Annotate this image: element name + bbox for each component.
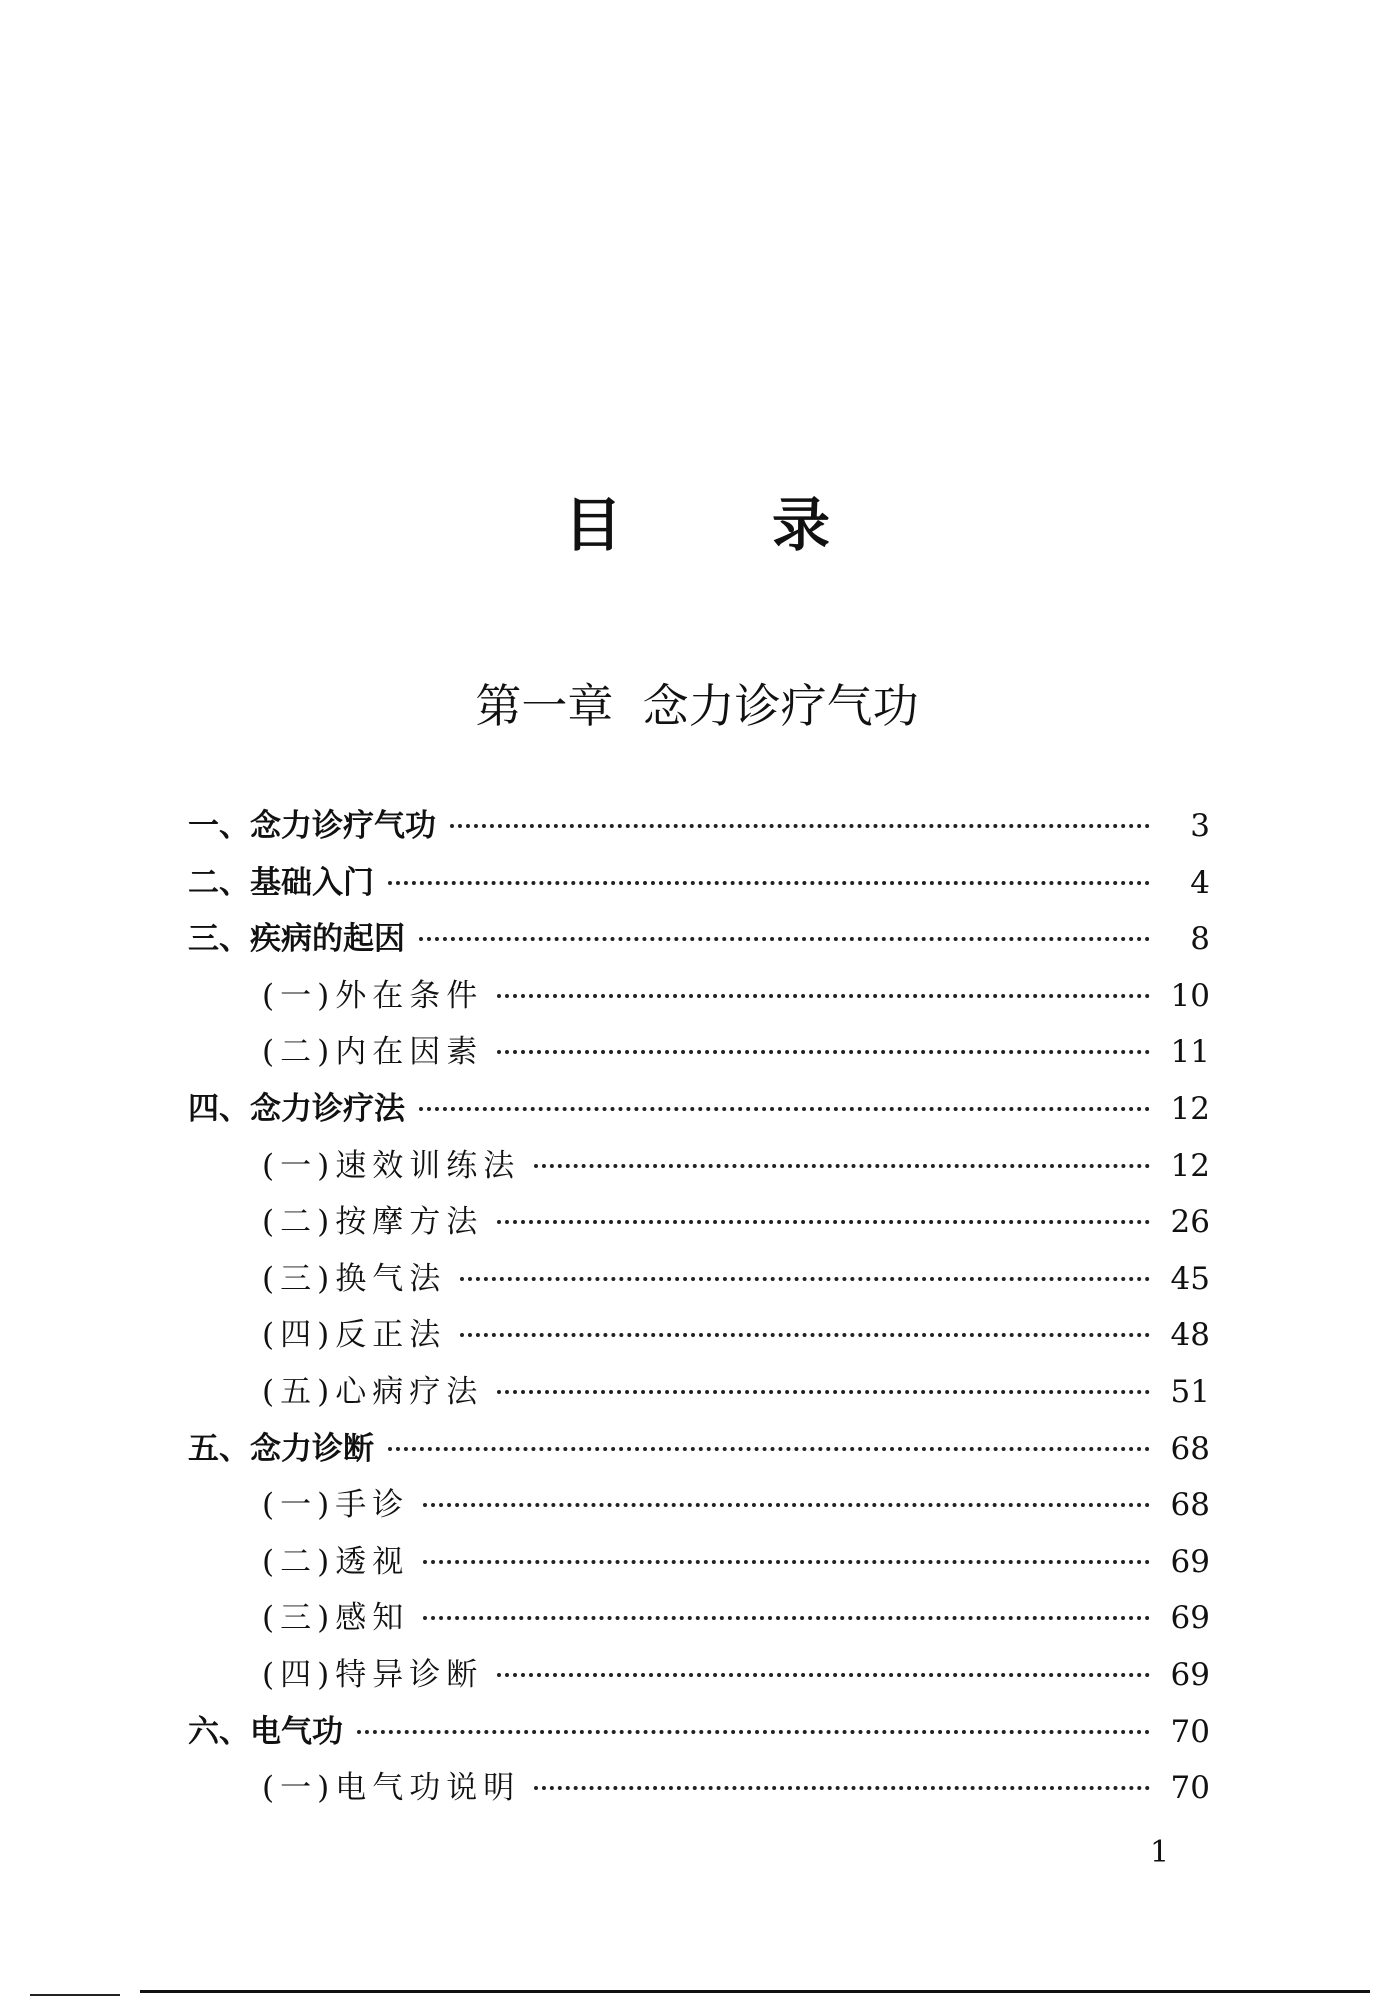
dot-leader — [460, 1277, 1150, 1281]
dot-leader — [534, 1164, 1150, 1168]
toc-entry-page: 69 — [1170, 1600, 1210, 1637]
toc-entry-page: 68 — [1170, 1487, 1210, 1524]
toc-entry — [188, 913, 1210, 970]
dot-leader — [497, 994, 1150, 998]
toc-entry — [188, 1309, 1210, 1366]
toc-entry-label: (二)内在因素 — [262, 1034, 484, 1071]
dot-leader — [423, 1560, 1150, 1564]
toc-entry-page: 12 — [1170, 1147, 1210, 1184]
toc-entry — [188, 1026, 1210, 1083]
toc-entry — [188, 1592, 1210, 1649]
toc-entry-page: 12 — [1170, 1090, 1210, 1127]
toc-entry — [188, 1479, 1210, 1536]
dot-leader — [423, 1503, 1150, 1507]
toc-entry-page: 70 — [1170, 1770, 1210, 1807]
dot-leader — [497, 1390, 1150, 1394]
toc-entry-label: (三)感知 — [262, 1600, 410, 1637]
toc-entry-page: 69 — [1170, 1656, 1210, 1693]
toc-entry-label: (四)反正法 — [262, 1317, 447, 1354]
toc-entry — [188, 1083, 1210, 1140]
table-of-contents — [188, 800, 1210, 1819]
toc-entry-page: 48 — [1170, 1317, 1210, 1354]
dot-leader — [534, 1786, 1150, 1790]
toc-entry-label: 三、疾病的起因 — [188, 921, 405, 958]
toc-entry — [188, 1140, 1210, 1197]
toc-entry-label: 一、念力诊疗气功 — [188, 808, 436, 844]
toc-entry-label: 五、念力诊断 — [188, 1430, 374, 1467]
chapter-heading: 第一章 念力诊疗气功 — [475, 679, 919, 733]
toc-entry-label: (二)按摩方法 — [262, 1204, 484, 1241]
toc-entry-label: (一)外在条件 — [262, 977, 484, 1014]
toc-entry-label: (一)速效训练法 — [262, 1147, 521, 1184]
toc-entry-label: (一)电气功说明 — [262, 1770, 521, 1807]
toc-entry-label: (三)换气法 — [262, 1260, 447, 1297]
toc-entry-label: 六、电气功 — [188, 1713, 343, 1750]
dot-leader — [460, 1333, 1150, 1337]
dot-leader — [419, 1107, 1150, 1111]
toc-entry — [188, 1649, 1210, 1706]
toc-entry-label: (一)手诊 — [262, 1487, 410, 1524]
toc-entry — [188, 1536, 1210, 1593]
toc-entry-page: 8 — [1190, 921, 1210, 958]
toc-entry-page: 26 — [1170, 1204, 1210, 1241]
toc-entry — [188, 1706, 1210, 1763]
dot-leader — [388, 881, 1150, 885]
bottom-rule-fragment — [30, 1994, 120, 1996]
toc-entry-page: 3 — [1190, 808, 1210, 844]
toc-entry-page: 11 — [1170, 1034, 1210, 1071]
toc-entry-label: (二)透视 — [262, 1543, 410, 1580]
dot-leader — [497, 1220, 1150, 1224]
dot-leader — [497, 1050, 1150, 1054]
toc-entry-label: (五)心病疗法 — [262, 1373, 484, 1410]
page-title: 目录 — [563, 491, 980, 559]
dot-leader — [419, 937, 1150, 941]
toc-entry — [188, 800, 1210, 857]
toc-entry — [188, 857, 1210, 914]
toc-entry-label: 四、念力诊疗法 — [188, 1090, 405, 1127]
toc-entry — [188, 1196, 1210, 1253]
toc-entry-page: 70 — [1170, 1713, 1210, 1750]
page-number: 1 — [1150, 1835, 1170, 1870]
toc-entry — [188, 970, 1210, 1027]
dot-leader — [357, 1730, 1150, 1734]
toc-entry-page: 68 — [1170, 1430, 1210, 1467]
dot-leader — [450, 824, 1150, 828]
toc-entry-label: (四)特异诊断 — [262, 1656, 484, 1693]
toc-entry-label: 二、基础入门 — [188, 864, 374, 901]
toc-entry-page: 4 — [1190, 864, 1210, 901]
dot-leader — [497, 1673, 1150, 1677]
toc-entry — [188, 1762, 1210, 1819]
toc-entry-page: 45 — [1170, 1260, 1210, 1297]
toc-entry — [188, 1366, 1210, 1423]
toc-entry — [188, 1253, 1210, 1310]
dot-leader — [388, 1447, 1150, 1451]
toc-entry-page: 10 — [1170, 977, 1210, 1014]
toc-entry-page: 51 — [1170, 1373, 1210, 1410]
dot-leader — [423, 1616, 1150, 1620]
toc-entry — [188, 1423, 1210, 1480]
bottom-rule — [140, 1990, 1370, 1993]
toc-entry-page: 69 — [1170, 1543, 1210, 1580]
